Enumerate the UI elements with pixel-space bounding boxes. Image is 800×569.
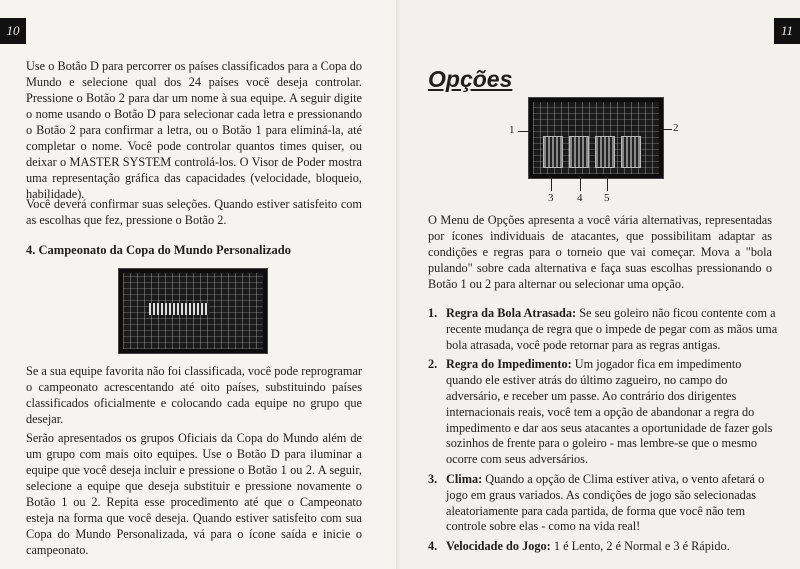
option-icon: [621, 136, 641, 168]
option-number: 2.: [428, 357, 438, 372]
callout-line-1: [518, 131, 530, 132]
options-screenshot: [528, 97, 664, 179]
option-icon: [543, 136, 563, 168]
option-item: [428, 539, 778, 555]
option-icons-row: [543, 136, 673, 174]
page-number-right: 11: [774, 18, 800, 44]
left-paragraph-2: Você deverá confirmar suas seleções. Quando estiver satisfeito com as escolhas que fez, pressione o Botão 2.: [26, 197, 362, 227]
option-icon: [595, 136, 615, 168]
option-text: 1 é Lento, 2 é Normal e 3 é Rápido.: [550, 539, 730, 554]
custom-cup-screenshot: [118, 268, 268, 354]
options-intro: O Menu de Opções apresenta a você vária alternativas, representadas por ícones individuais de atacantes, que possibilitam adaptar as condições e regras para o torneio que vai começar. Mova a "bola pulando" sobre cada alternativa e faça suas escolhas pressionando o Botão 1 ou 2 para alternar ou selecionar uma opção.: [428, 213, 772, 291]
option-item: [428, 306, 778, 353]
callout-line-3: [551, 177, 552, 191]
option-item: [428, 472, 778, 535]
option-text: Se seu goleiro não ficou contente com a recente mudança de regra que o impede de pegar com as mãos uma bola atrasada, você pode retornar para as regras antigas.: [446, 306, 778, 352]
option-item: [428, 357, 778, 468]
callout-3: 3: [548, 192, 554, 204]
left-paragraph-1: Use o Botão D para percorrer os países classificados para a Copa do Mundo e selecione qual dos 24 países você deseja controlar. Pressione o Botão 2 para dar um nome à sua equipe. A seguir digite o nome usando o Botão D para selecionar cada letra e pressionando o Botão 2 para confirmar a letra, ou o Botão 1 para eliminá-la, até completar o nome. Você pode controlar quantos times quiser, ou deixar o MASTER SYSTEM controlá-los. O Visor de Poder mostra uma representação gráfica das capacidades (velocidade, bloqueio, habilidade).: [26, 59, 362, 201]
option-number: 4.: [428, 539, 438, 554]
option-label: Regra do Impedimento:: [446, 357, 572, 372]
section-heading: 4. Campeonato da Copa do Mundo Personalizado: [26, 243, 291, 257]
left-paragraph-4: Serão apresentados os grupos Oficiais da Copa do Mundo além de um grupo com mais oito equipes. Use o Botão D para iluminar a equipe que você deseja incluir e pressione o Botão 1 ou 2. A seguir, selecione a equipe que deseja substituir e pressione novamente o Botão 1 ou 2. Repita esse procedimento até que o Campeonato esteja na forma que você deseja. Quando estiver satisfeito com sua Copa do Mundo Personalizada, vá para o ícone saída e inicie o campeonato.: [26, 431, 362, 557]
callout-line-2: [660, 129, 672, 130]
option-icon: [569, 136, 589, 168]
screenshot-banner: [149, 303, 209, 315]
options-title: Opções: [428, 66, 513, 92]
callout-5: 5: [604, 192, 610, 204]
callout-1: 1: [509, 124, 515, 136]
option-text: Um jogador fica em impedimento quando ele estiver atrás do último zagueiro, no campo do adversário, e receber um passe. Ao contrário dos dirigentes internacionais reais, você tem a opção de abandonar a regra do impedimento e dar aos seus atacantes a oportunidade de fazer gols sozinhos de frente para o goleiro - mas lembre-se que o mesmo ocorre com seus adversários.: [446, 357, 773, 467]
option-number: 3.: [428, 471, 438, 486]
option-label: Velocidade do Jogo:: [446, 539, 551, 554]
callout-line-4: [580, 177, 581, 191]
page-number-left: 10: [0, 18, 26, 44]
left-paragraph-3: Se a sua equipe favorita não foi classificada, você pode reprogramar o campeonato acrescentando até oito países, substituindo países classificados oficialmente e colocando cada equipe no grupo que desejar.: [26, 364, 362, 426]
options-list: [428, 306, 778, 559]
callout-line-5: [607, 177, 608, 191]
option-number: 1.: [428, 306, 438, 320]
option-text: Quando a opção de Clima estiver ativa, o vento afetará o jogo em graus variados. As condições de jogo são selecionadas aleatoriamente para cada partida, de forma que você não tem controle sobre elas - como na vida real!: [446, 471, 765, 534]
option-label: Clima:: [446, 471, 483, 486]
callout-4: 4: [577, 192, 583, 204]
callout-2: 2: [673, 122, 679, 134]
option-label: Regra da Bola Atrasada:: [446, 306, 577, 320]
